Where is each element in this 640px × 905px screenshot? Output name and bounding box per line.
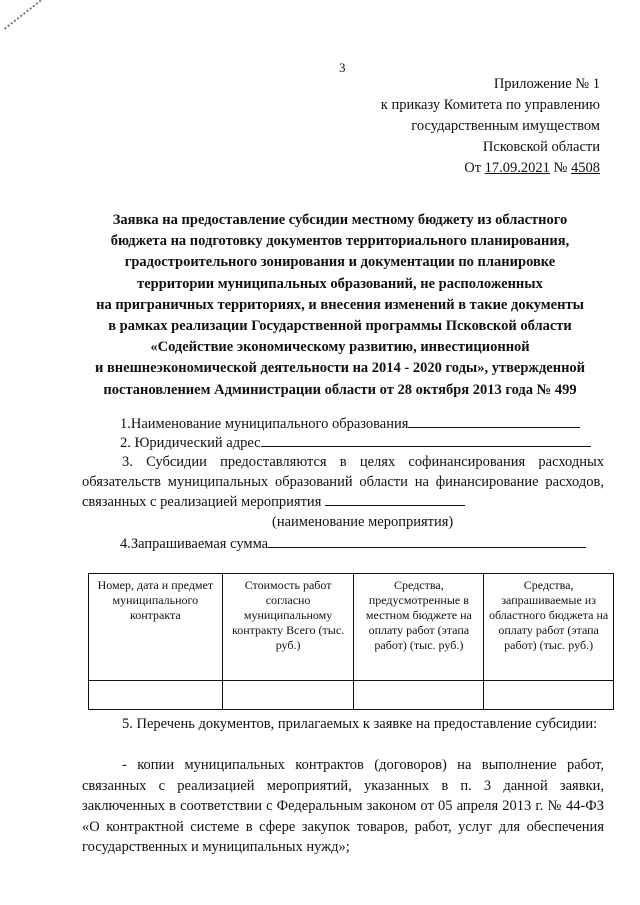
header-regional-budget: Средства, запрашиваемые из областного бюджета на оплату работ (этапа работ) (тыс. руб.) <box>484 574 614 681</box>
item-1 <box>120 414 604 434</box>
table-cell <box>484 681 614 710</box>
scan-artifact <box>4 0 92 30</box>
title-line: Заявка на предоставление субсидии местному бюджету из областного <box>112 212 568 228</box>
appendix-line-1: Приложение № 1 <box>493 76 600 92</box>
appendix-date-line <box>381 158 600 179</box>
table-cell <box>89 681 223 710</box>
title-line: на приграничных территориях, и внесения изменений в такие документы <box>96 296 584 313</box>
item-1-label: 1.Наименование муниципального образования <box>120 416 409 432</box>
table-header-row <box>89 574 614 681</box>
item-2-label: 2. Юридический адрес <box>120 435 261 451</box>
appendix-line-2: к приказу Комитета по управлению <box>380 97 600 113</box>
title-line: и внешнеэкономической деятельности на 2014 - 2020 годы», утвержденной <box>94 360 586 377</box>
appendix-header <box>381 74 600 179</box>
page-number: 3 <box>339 60 346 75</box>
item-2-blank <box>261 433 591 447</box>
header-local-budget: Средства, предусмотренные в местном бюджете на оплату работ (этапа работ) (тыс. руб.) <box>354 574 484 681</box>
contracts-table <box>88 573 614 710</box>
order-number: 4508 <box>571 160 600 176</box>
item-4 <box>120 534 604 554</box>
item-3-text: 3. Субсидии предоставляются в целях софинансирования расходных обязательств муниципальных образований области на финансирование расходов, связанных с реализацией мероприятия <box>82 454 604 510</box>
order-date: 17.09.2021 <box>484 160 550 176</box>
title-line: бюджета на подготовку документов территориального планирования, <box>110 233 570 250</box>
title-line: территории муниципальных образований, не расположенных <box>137 275 543 292</box>
item-4-blank <box>268 534 586 548</box>
item-4-label: 4.Запрашиваемая сумма <box>120 536 269 552</box>
title-line: градостроительного зонирования и документации по планировке <box>124 254 556 271</box>
item-5: 5. Перечень документов, прилагаемых к заявке на предоставление субсидии: <box>122 716 598 732</box>
header-contract: Номер, дата и предмет муниципального контракта <box>89 574 223 681</box>
appendix-line-3: государственным имуществом <box>411 118 600 134</box>
table-cell <box>354 681 484 710</box>
item-3-blank <box>325 492 465 506</box>
item-3 <box>82 452 604 512</box>
item-2 <box>120 433 604 453</box>
appendix-line-4: Псковской области <box>482 139 600 155</box>
title-line: постановлением Администрации области от 28 октября 2013 года № 499 <box>103 381 577 398</box>
date-prefix: От <box>464 160 485 176</box>
header-cost: Стоимость работ согласно муниципальному контракту Всего (тыс. руб.) <box>222 574 354 681</box>
title-line: «Содействие экономическому развитию, инвестиционной <box>150 339 530 356</box>
document-title <box>70 210 610 401</box>
item-3-caption: (наименование мероприятия) <box>272 514 454 530</box>
item-5-bullet: - копии муниципальных контрактов (договоров) на выполнение работ, связанных с реализацией мероприятий, указанных в п. 3 данной заявки, заключенных в соответствии с Федеральным законом от 05 апреля 2013 г. № 44-ФЗ «О контрактной системе в сфере закупок товаров, работ, услуг для обеспечения государственных и муниципальных нужд»; <box>82 757 604 855</box>
number-prefix: № <box>549 160 571 176</box>
table-cell <box>222 681 354 710</box>
table-row <box>89 681 614 710</box>
item-1-blank <box>408 414 580 428</box>
title-line: в рамках реализации Государственной программы Псковской области <box>108 318 572 335</box>
